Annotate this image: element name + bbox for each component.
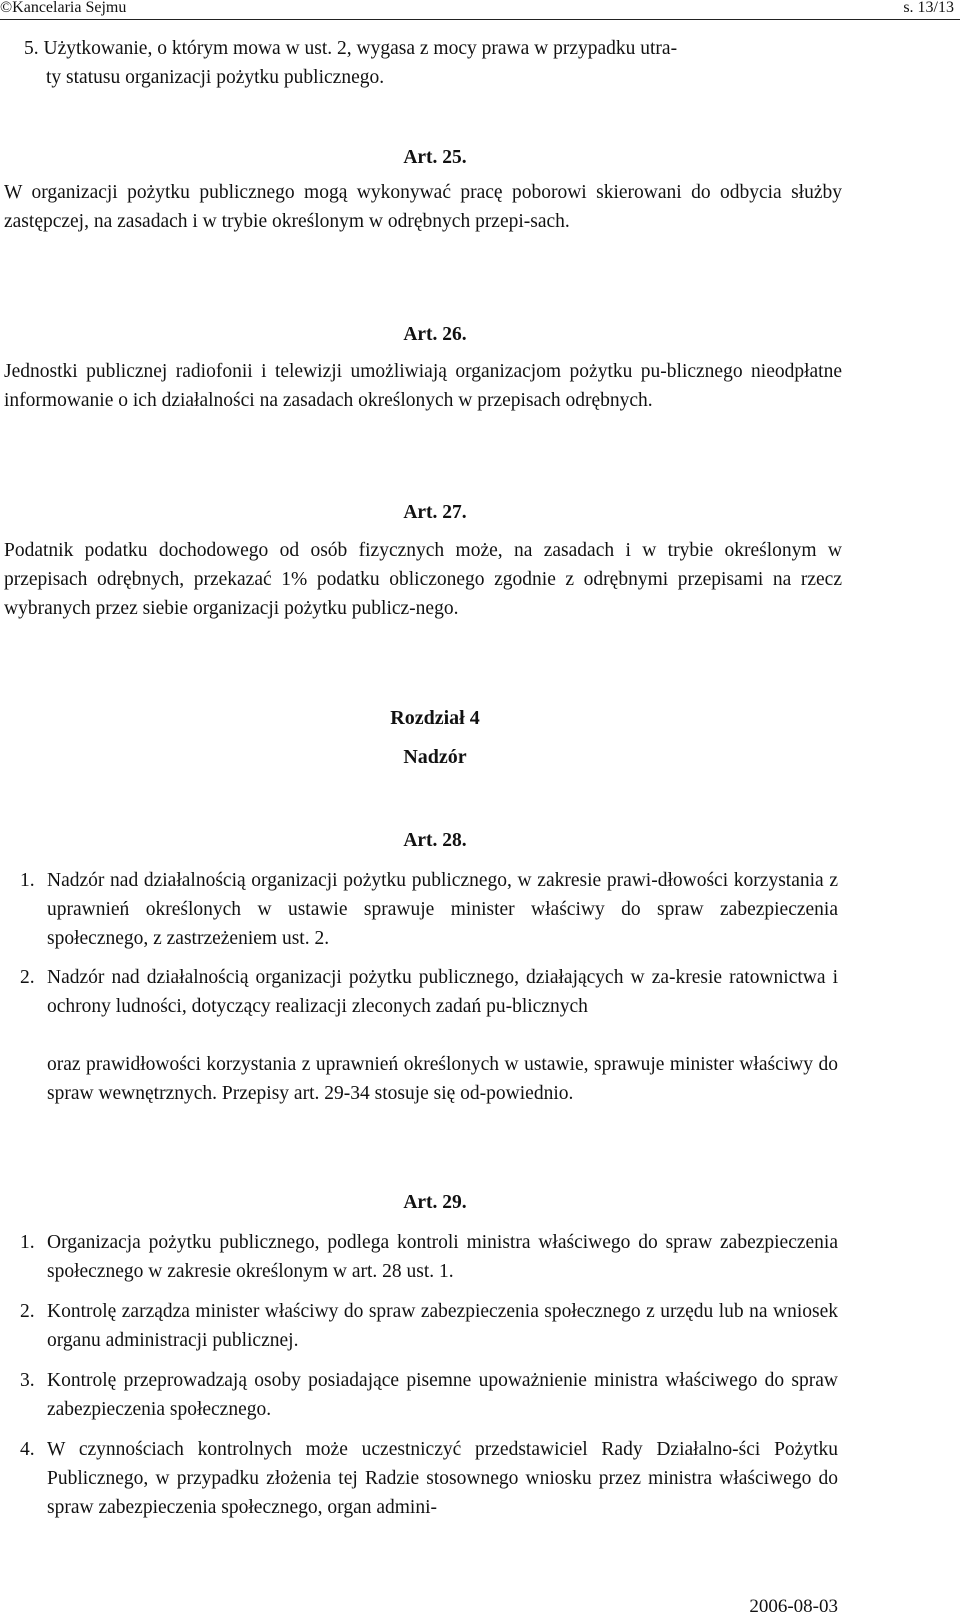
paragraph-number: 2.: [20, 1301, 35, 1322]
paragraph-number: 3.: [20, 1370, 35, 1391]
article-26-text: Jednostki publicznej radiofonii i telewizji umożliwiają organizacjom pożytku pu-blicznego nieodpłatne informowanie o ich działalności na zasadach określonych w przepisach odrębnych.: [4, 361, 842, 411]
paragraph-text: Organizacja pożytku publicznego, podlega kontroli ministra właściwego do spraw zabezpieczenia społecznego w zakresie określonym w art. 28 ust. 1.: [47, 1232, 838, 1282]
paragraph-text-part-b: oraz prawidłowości korzystania z uprawnień określonych w ustawie, sprawuje minister właściwy do spraw wewnętrznych. Przepisy art. 29-34 stosuje się od-powiednio.: [47, 1054, 838, 1104]
header-copyright: ©Kancelaria Sejmu: [0, 0, 127, 16]
article-29-title: Art. 29.: [403, 1192, 467, 1213]
paragraph-number: 1.: [20, 1232, 35, 1253]
paragraph-number: 1.: [20, 870, 35, 891]
article-25-title: Art. 25.: [403, 147, 467, 168]
page-header: [0, 0, 960, 20]
paragraph-text-part-a: Nadzór nad działalnością organizacji pożytku publicznego, działających w za-kresie ratownictwa i ochrony ludności, dotyczący realizacji zleconych zadań pu-blicznych: [47, 967, 838, 1017]
paragraph-text: Kontrolę przeprowadzają osoby posiadające pisemne upoważnienie ministra właściwego do spraw zabezpieczenia społecznego.: [47, 1370, 838, 1420]
article-25-text: W organizacji pożytku publicznego mogą wykonywać pracę poborowi skierowani do odbycia służby zastępczej, na zasadach i w trybie określonym w odrębnych przepi-sach.: [4, 182, 842, 232]
chapter-number: Rozdział 4: [390, 707, 480, 729]
article-27-title: Art. 27.: [403, 502, 467, 523]
article-28-title: Art. 28.: [403, 830, 467, 851]
paragraph-number: 2.: [20, 967, 35, 988]
paragraph-text: Kontrolę zarządza minister właściwy do spraw zabezpieczenia społecznego z urzędu lub na wniosek organu administracji publicznej.: [47, 1301, 838, 1351]
article-26-title: Art. 26.: [403, 324, 467, 345]
header-page-number: s. 13/13: [903, 0, 954, 16]
paragraph-intro-line-1: 5. Użytkowanie, o którym mowa w ust. 2, wygasa z mocy prawa w przypadku utra-: [24, 38, 678, 59]
chapter-title: Nadzór: [403, 746, 467, 768]
footer-date: 2006-08-03: [749, 1596, 838, 1617]
header-rule: [0, 19, 960, 20]
article-27-text: Podatnik podatku dochodowego od osób fizycznych może, na zasadach i w trybie określonym w przepisach odrębnych, przekazać 1% podatku obliczonego zgodnie z odrębnymi przepisami na rzecz wybranych przez siebie organizacji pożytku publicz-nego.: [4, 540, 842, 619]
paragraph-text: Nadzór nad działalnością organizacji pożytku publicznego, w zakresie prawi-dłowości korzystania z uprawnień określonych w ustawie sprawuje minister właściwy do spraw zabezpieczenia społecznego, z zastrzeżeniem ust. 2.: [47, 870, 838, 949]
paragraph-text: W czynnościach kontrolnych może uczestniczyć przedstawiciel Rady Działalno-ści Pożytku Publicznego, w przypadku złożenia tej Radzie stosownego wniosku przez ministra właściwego do spraw zabezpieczenia społecznego, organ admini-: [47, 1439, 838, 1518]
paragraph-number: 4.: [20, 1439, 35, 1460]
paragraph-intro-line-2: ty statusu organizacji pożytku publicznego.: [46, 67, 385, 88]
